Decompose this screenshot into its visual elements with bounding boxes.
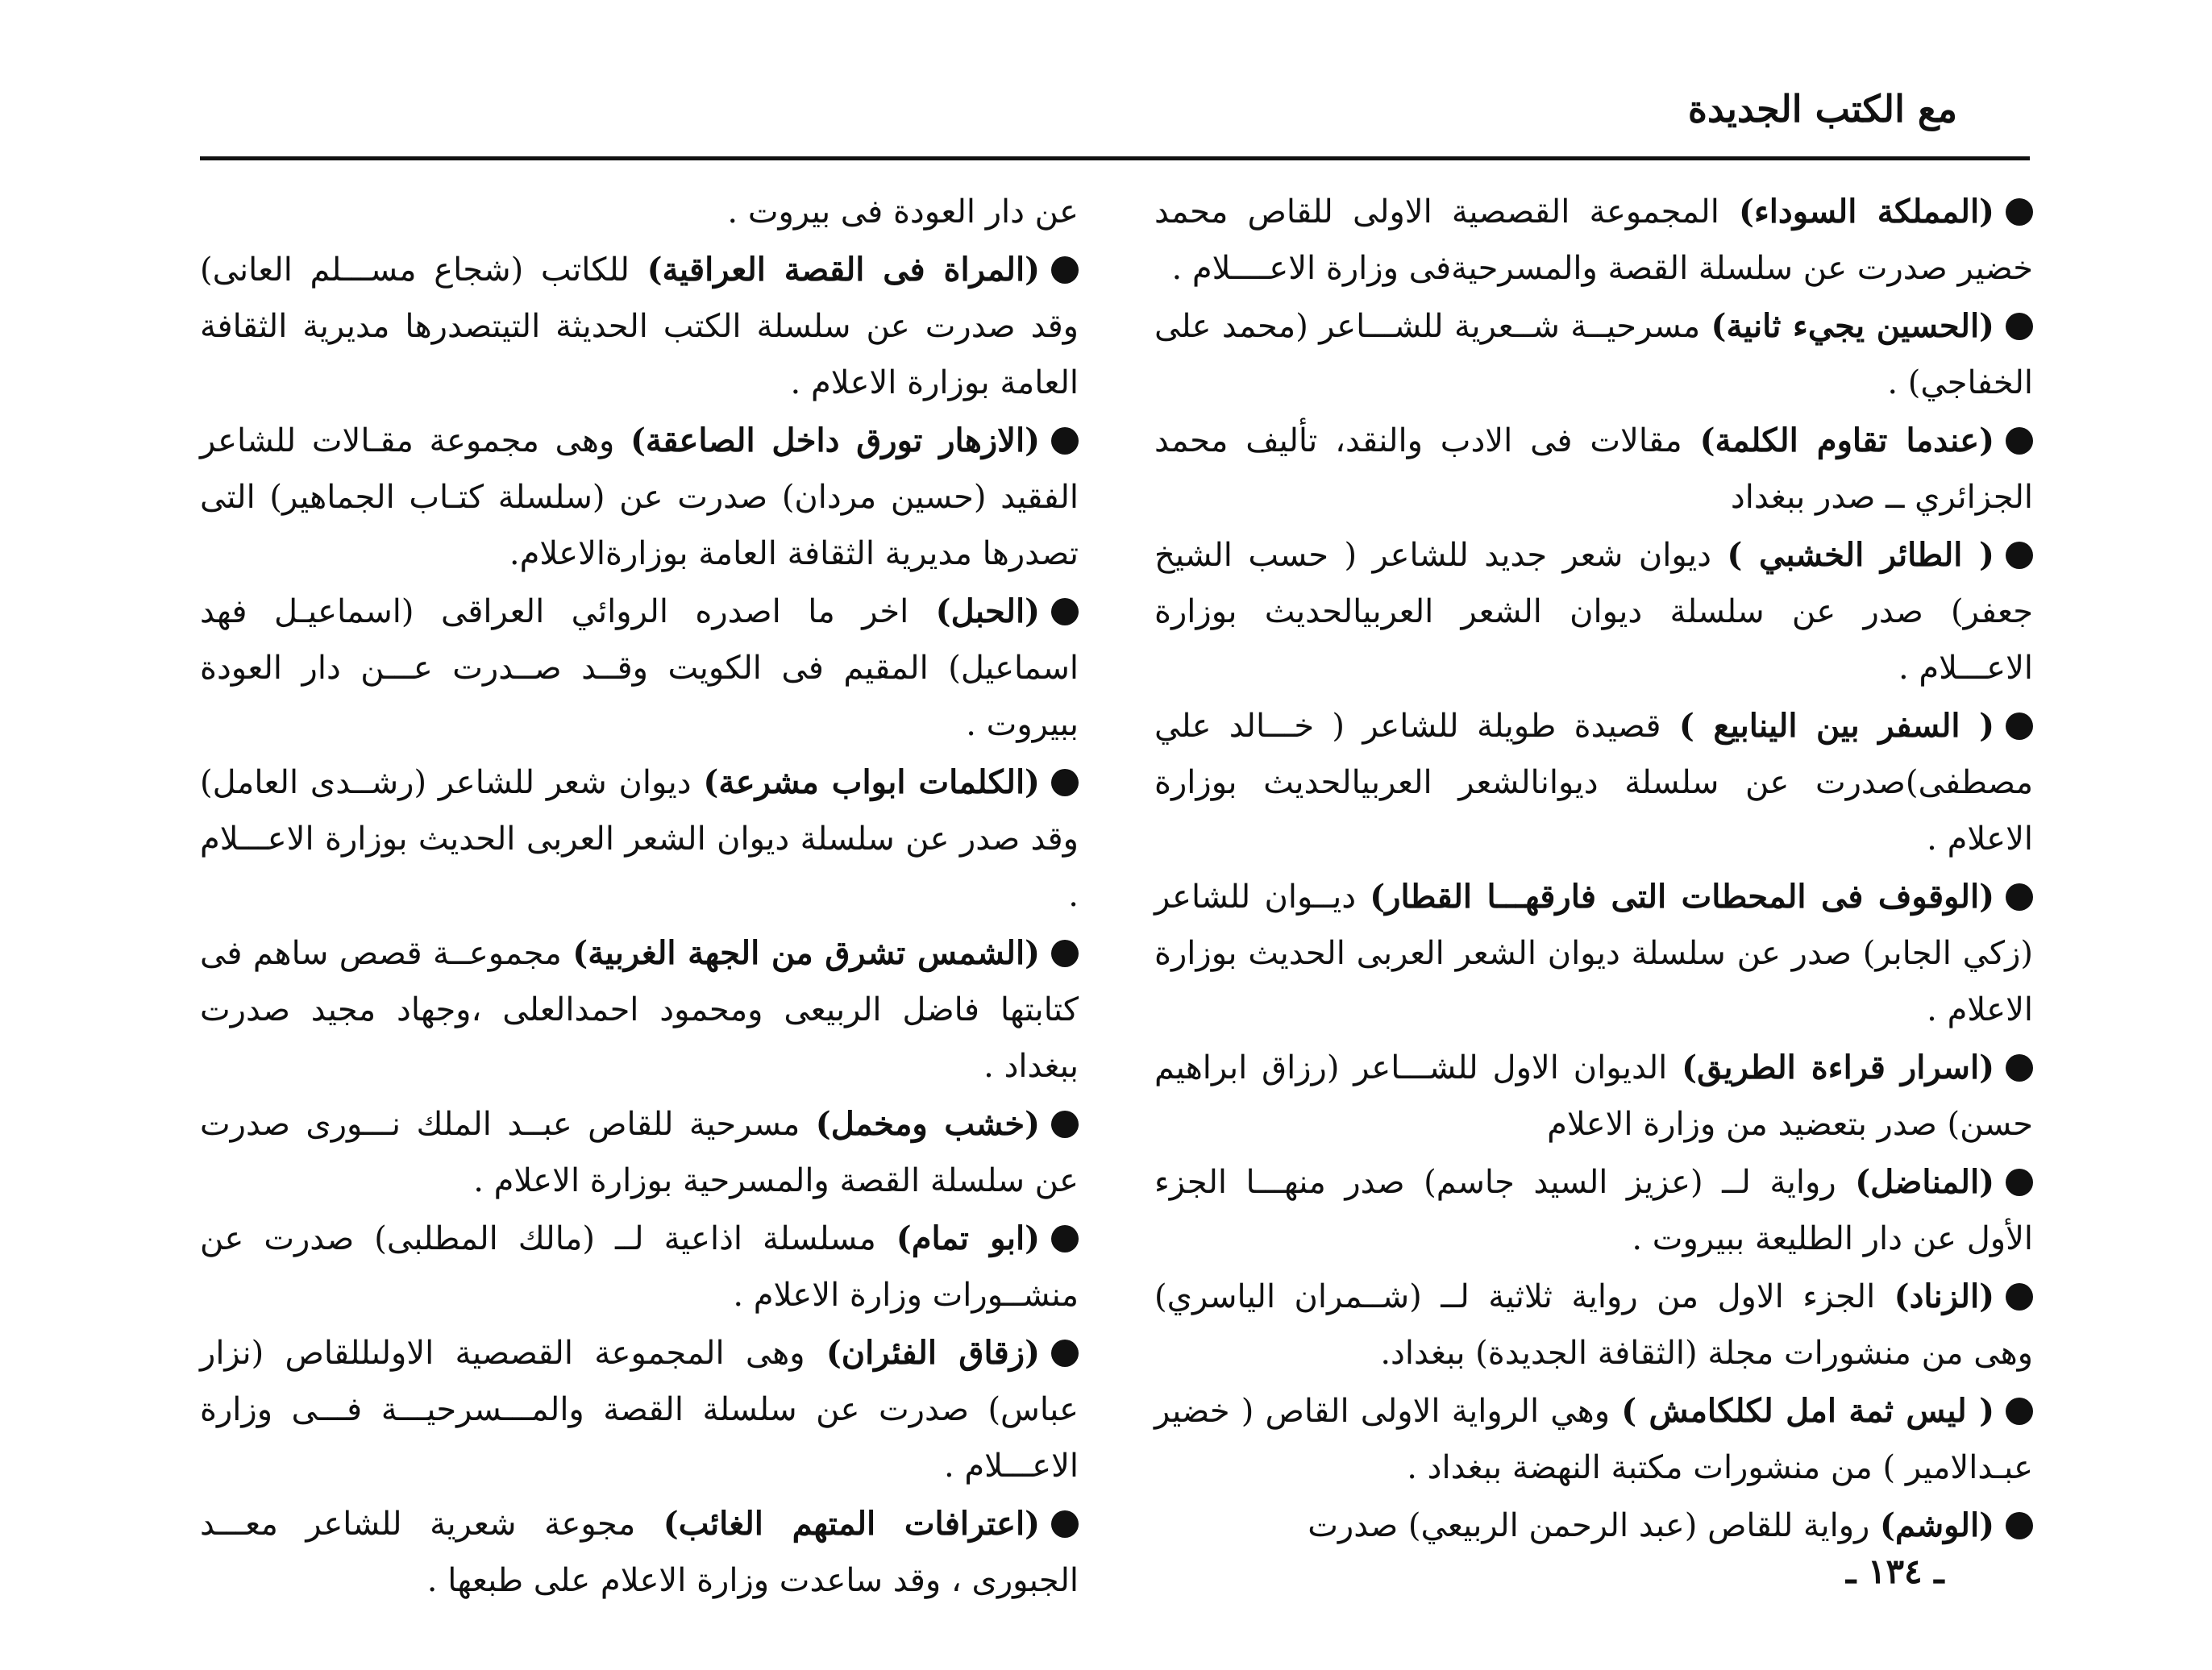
book-description: رواية للقاص (عبد الرحمن الربيعي) صدرت (1308, 1507, 1881, 1544)
book-entry (200, 1325, 1079, 1494)
book-title: (الحبل) (935, 592, 1040, 630)
bullet-icon (1051, 256, 1079, 284)
header-rule (200, 156, 2030, 160)
bullet-icon (2006, 1398, 2033, 1425)
book-title: (الحسين يجيء ثانية) (1711, 307, 1994, 345)
book-entry (1154, 1498, 2033, 1554)
book-entry (1154, 1269, 2033, 1381)
book-description: مسرحيــة شــعرية للشـــاعر (محمد على الخفاجي) . (1154, 308, 2033, 401)
book-description: ديــوان للشاعر (زكي الجابر) صدر عن سلسلة ديوان الشعر العربى الحديث بوزارة الاعلام . (1154, 879, 2033, 1028)
book-title: (المملكة السوداء) (1739, 193, 1994, 231)
book-title: (الوقوف فى المحطات التى فارقهـــا القطار) (1370, 878, 1994, 916)
book-description: المجموعة القصصية الاولى للقاص محمد خضير صدرت عن سلسلة القصة والمسرحيةفى وزارة الاعــــلام . (1154, 193, 2033, 287)
bullet-icon (2006, 883, 2033, 911)
book-description: وهي الرواية الاولى القاص ( خضير عبـدالامير ) من منشورات مكتبة النهضة ببغداد . (1154, 1393, 2033, 1486)
bullet-icon (2006, 313, 2033, 340)
bullet-icon (2006, 427, 2033, 455)
continued-text: عن دار العودة فى بيروت . (727, 193, 1079, 231)
book-entry (1154, 1040, 2033, 1153)
bullet-icon (2006, 1169, 2033, 1196)
book-description: ديوان شعر جديد للشاعر ( حسب الشيخ جعفر) صدر عن سلسلة ديوان الشعر العربيالحديث بوزارة الاعـــلام . (1154, 537, 2033, 687)
book-description: مسلسلة اذاعية لــ (مالك المطلبى) صدرت عن منشــورات وزارة الاعلام . (200, 1220, 1079, 1314)
bullet-icon (2006, 712, 2033, 740)
book-entry (200, 584, 1079, 753)
left-column (200, 184, 1079, 1610)
section-title: مع الكتب الجديدة (1687, 87, 1957, 131)
bullet-icon (2006, 1054, 2033, 1082)
book-description: مجموعــة قصص ساهم فى كتابتها فاضل الربيعى ومحمود احمدالعلى ،وجهاد مجيد صدرت ببغداد . (200, 935, 1079, 1085)
book-title: (ابو تمام) (896, 1219, 1041, 1257)
bullet-icon (1051, 598, 1079, 625)
bullet-icon (1051, 1340, 1079, 1367)
book-description: مسرحية للقاص عبــد الملك نـــورى صدرت عن سلسلة القصة والمسرحية بوزارة الاعلام . (200, 1106, 1079, 1199)
right-column (1154, 184, 2033, 1556)
book-entry (1154, 298, 2033, 411)
book-title: (الزناد) (1894, 1277, 1994, 1315)
book-description: قصيدة طويلة للشاعر ( خـــالد علي مصطفى)صدرت عن سلسلة ديوانالشعر العربيالحديث بوزارة الاعلام . (1154, 708, 2033, 858)
book-entry (200, 925, 1079, 1095)
bullet-icon (1051, 1225, 1079, 1252)
book-entry (200, 1211, 1079, 1323)
book-entry (200, 754, 1079, 924)
book-entry (200, 1496, 1079, 1609)
bullet-icon (2006, 198, 2033, 226)
bullet-icon (2006, 542, 2033, 569)
book-title: (اعترافات المتهم الغائب) (663, 1505, 1040, 1543)
book-title: (المراة فى القصة العراقية) (647, 251, 1040, 289)
book-title: (الوشم) (1880, 1506, 1994, 1544)
bullet-icon (1051, 940, 1079, 967)
book-entry (1154, 698, 2033, 867)
book-title: (اسرار قراءة الطريق) (1682, 1049, 1994, 1086)
book-entry (200, 1096, 1079, 1209)
book-title: (زقاق الفئران) (825, 1334, 1040, 1372)
bullet-icon (1051, 769, 1079, 796)
book-description: للكاتب (شجاع مســـلم العانى) وقد صدرت عن سلسلة الكتب الحديثة التيتصدرها مديرية الثقافة العامة بوزارة الاعلام . (200, 251, 1079, 401)
book-entry (1154, 869, 2033, 1038)
book-title: ( ليس ثمة امل لكلكامش ) (1621, 1392, 1994, 1430)
book-description: ديوان شعر للشاعر (رشــدى العامل) وقد صدر عن سلسلة ديوان الشعر العربى الحديث بوزارة الاعـــلام . (200, 764, 1079, 914)
book-entry (1154, 413, 2033, 526)
page-number: ـ ١٣٤ ـ (1846, 1552, 1944, 1591)
book-description: مقالات فى الادب والنقد، تأليف محمد الجزائري ــ صدر ببغداد (1154, 422, 2033, 516)
bullet-icon (1051, 1510, 1079, 1538)
book-description: رواية لــ (عزيز السيد جاسم) صدر منهـــا الجزء الأول عن دار الطليعة ببيروت . (1154, 1164, 2033, 1257)
book-title: (عندما تقاوم الكلمة) (1699, 422, 1994, 459)
book-entry (200, 242, 1079, 411)
book-title: (الازهار تورق داخل الصاعقة) (630, 422, 1040, 459)
book-title: (المناضل) (1855, 1163, 1994, 1201)
book-title: ( الطائر الخشبي ) (1727, 536, 1994, 574)
bullet-icon (2006, 1283, 2033, 1311)
book-description: اخر ما اصدره الروائي العراقى (اسماعيـل فهد اسماعيل) المقيم فى الكويت وقــد صــدرت عـــن دار العودة ببيروت . (200, 593, 1079, 743)
book-description: مجوعة شعرية للشاعر معـــد الجبورى ، وقد ساعدت وزارة الاعلام على طبعها . (200, 1506, 1079, 1599)
book-description: الجزء الاول من رواية ثلاثية لــ (شــمران الياسري) وهى من منشورات مجلة (الثقافة الجديدة) ببغداد. (1154, 1278, 2033, 1372)
book-entry (1154, 1154, 2033, 1267)
bullet-icon (1051, 1111, 1079, 1138)
book-entry (1154, 184, 2033, 297)
bullet-icon (1051, 427, 1079, 455)
bullet-icon (2006, 1512, 2033, 1539)
book-description: الديوان الاول للشـــاعر (رزاق ابراهيم حسن) صدر بتعضيد من وزارة الاعلام (1154, 1049, 2033, 1143)
book-title: ( السفر بين الينابيع ) (1678, 707, 1994, 745)
book-description: وهى مجموعة مقـالات للشاعر الفقيد (حسين مردان) صدرت عن (سلسلة كتـاب الجماهير) التى تصدرها مديرية الثقافة العامة بوزارةالاعلام. (200, 422, 1079, 572)
book-entry (200, 413, 1079, 582)
book-description: وهى المجموعة القصصية الاولىللقاص (نزار عباس) صدرت عن سلسلة القصة والمـــسرحيـــة فـــى وزارة الاعـــلام . (200, 1335, 1079, 1485)
book-title: (الكلمات ابواب مشرعة) (703, 763, 1040, 801)
book-title: (الشمس تشرق من الجهة الغربية) (572, 934, 1040, 972)
book-title: (خشب ومخمل) (815, 1105, 1040, 1143)
book-entry (1154, 527, 2033, 696)
book-entry (1154, 1383, 2033, 1496)
